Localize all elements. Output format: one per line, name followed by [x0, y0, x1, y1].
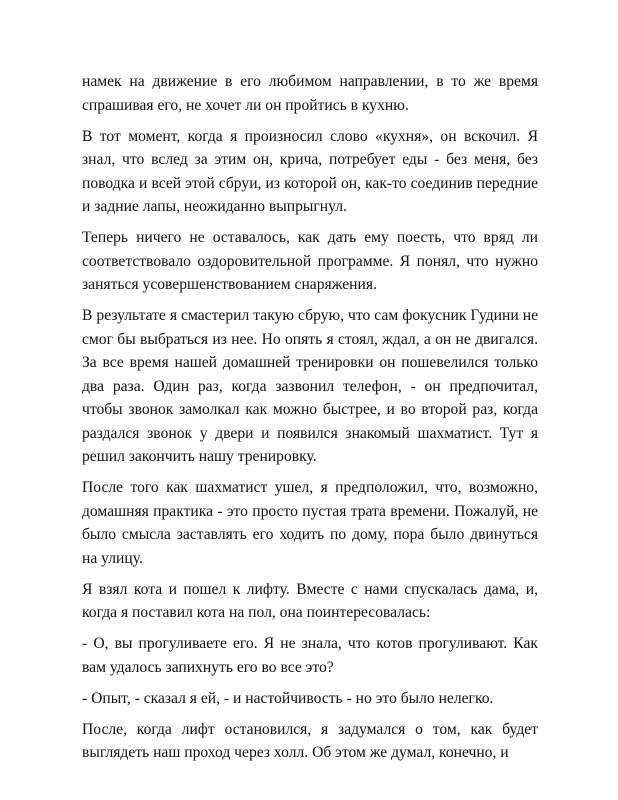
paragraph-5: После того как шахматист ушел, я предположил, что, возможно, домашняя практика - это просто пустая трата времени. Пожалуй, не было смысла заставлять его ходить по дому, пора было двинуться на улицу.: [82, 479, 538, 567]
paragraph-4: В результате я смастерил такую сбрую, что сам фокусник Гудини не смог бы выбраться из нее. Но опять я стоял, ждал, а он не двигался. За все время нашей домашней тренировки он пошевелился только два раза. Один раз, когда зазвонил телефон, - он предпочитал, чтобы звонок замолкал как можно быстрее, и во второй раз, когда раздался звонок у двери и появился знакомый шахматист. Тут я решил закончить нашу тренировку.: [82, 307, 538, 465]
document-page: [82, 70, 538, 772]
paragraph-6: Я взял кота и пошел к лифту. Вместе с нами спускалась дама, и, когда я поставил кота на пол, она поинтересовалась:: [82, 580, 538, 621]
paragraph-8: - Опыт, - сказал я ей, - и настойчивость - но это было нелегко.: [82, 689, 494, 707]
paragraph-3: Теперь ничего не оставалось, как дать ему поесть, что вряд ли соответствовало оздоровительной программе. Я понял, что нужно заняться усовершенствованием снаряжения.: [82, 229, 538, 293]
paragraph-9: После, когда лифт остановился, я задумался о том, как будет выглядеть наш проход через холл. Об этом же думал, конечно, и: [82, 720, 538, 761]
paragraph-1: намек на движение в его любимом направлении, в то же время спрашивая его, не хочет ли он пройтись в кухню.: [82, 73, 538, 114]
paragraph-2: В тот момент, когда я произносил слово «кухня», он вскочил. Я знал, что вслед за этим он, крича, потребует еды - без меня, без поводка и всей этой сбруи, из которой он, как-то соединив передние и задние лапы, неожиданно выпрыгнул.: [82, 127, 538, 215]
paragraph-7: - О, вы прогуливаете его. Я не знала, что котов прогуливают. Как вам удалось запихнуть его во все это?: [82, 635, 538, 676]
